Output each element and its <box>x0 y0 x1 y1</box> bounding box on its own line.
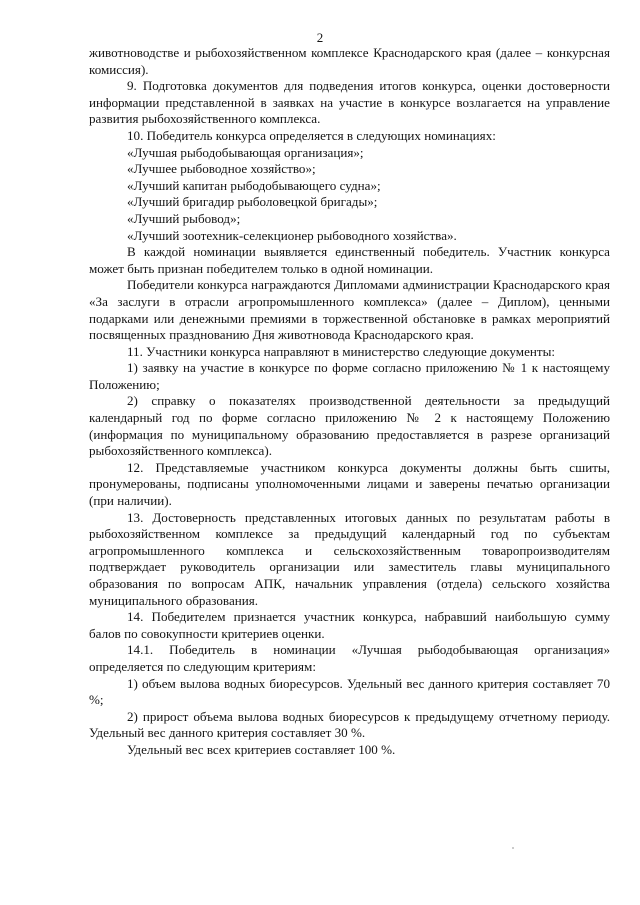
paragraph-awards: Победители конкурса награждаются Дипломами администрации Краснодарского края «За заслуги в отрасли агропромышленного комплекса» (далее – Диплом), ценными подарками или денежными премиями в торжественной обстановке в рамках мероприятий посвященных празднованию Дня животновода Краснодарского края. <box>89 277 610 343</box>
nomination-item: «Лучший капитан рыбодобывающего судна»; <box>127 177 381 193</box>
paragraph-item-14: 14. Победителем признается участник конкурса, набравший наибольшую сумму балов по совокупности критериев оценки. <box>89 609 610 641</box>
nomination-item: «Лучшее рыбоводное хозяйство»; <box>127 161 316 177</box>
criterion-item: 2) прирост объема вылова водных биоресурсов к предыдущему отчетному периоду. Удельный вес данного критерия составляет 30 %. <box>89 708 610 741</box>
paragraph-item-9: 9. Подготовка документов для подведения итогов конкурса, оценки достоверности информации представленной в заявках на участие в конкурсе возлагается на управление развития рыбохозяйственного комплекса. <box>89 78 610 127</box>
paragraph-item-14-1: 14.1. Победитель в номинации «Лучшая рыбодобывающая организация» определяется по следующим критериям: <box>89 642 610 674</box>
paragraph-item-12: 12. Представляемые участником конкурса документы должны быть сшиты, пронумерованы, подписаны уполномоченными лицами и заверены печатью организации (при наличии). <box>89 459 610 509</box>
paragraph-total-weight: Удельный вес всех критериев составляет 100 %. <box>127 741 396 757</box>
paragraph-single-winner: В каждой номинации выявляется единственный победитель. Участник конкурса может быть признан победителем только в одной номинации. <box>89 244 610 276</box>
page-number: 2 <box>316 30 324 45</box>
paragraph-commission-continuation: животноводстве и рыбохозяйственном комплексе Краснодарского края (далее – конкурсная комиссия). <box>89 45 610 77</box>
list-item-certificate: 2) справку о показателях производственной деятельности за предыдущий календарный год по форме согласно приложению № 2 к настоящему Положению (информация по муниципальному образованию предоставляется в разрезе организаций рыбохозяйственного комплекса). <box>89 393 610 459</box>
scan-speck <box>512 847 514 849</box>
paragraph-item-13: 13. Достоверность представленных итоговых данных по результатам работы в рыбохозяйственном комплексе за предыдущий календарный год по субъектам агропромышленного комплекса и сельскохозяйственным товаропроизводителям подтверждает руководитель организации или заместитель главы муниципального образования по вопросам АПК, начальник управления (отдела) сельского хозяйства муниципального образования. <box>89 509 610 608</box>
paragraph-item-11: 11. Участники конкурса направляют в министерство следующие документы: <box>127 343 556 359</box>
nomination-item: «Лучший рыбовод»; <box>127 210 241 226</box>
criterion-item: 1) объем вылова водных биоресурсов. Удельный вес данного критерия составляет 70 %; <box>89 675 610 708</box>
nomination-item: «Лучший зоотехник-селекционер рыбоводного хозяйства». <box>127 227 457 243</box>
list-item-application: 1) заявку на участие в конкурсе по форме согласно приложению № 1 к настоящему Положению; <box>89 360 610 392</box>
nomination-item: «Лучший бригадир рыболовецкой бригады»; <box>127 194 378 210</box>
paragraph-item-10: 10. Победитель конкурса определяется в следующих номинациях: <box>127 127 496 143</box>
nomination-item: «Лучшая рыбодобывающая организация»; <box>127 144 364 160</box>
document-body <box>89 45 610 759</box>
